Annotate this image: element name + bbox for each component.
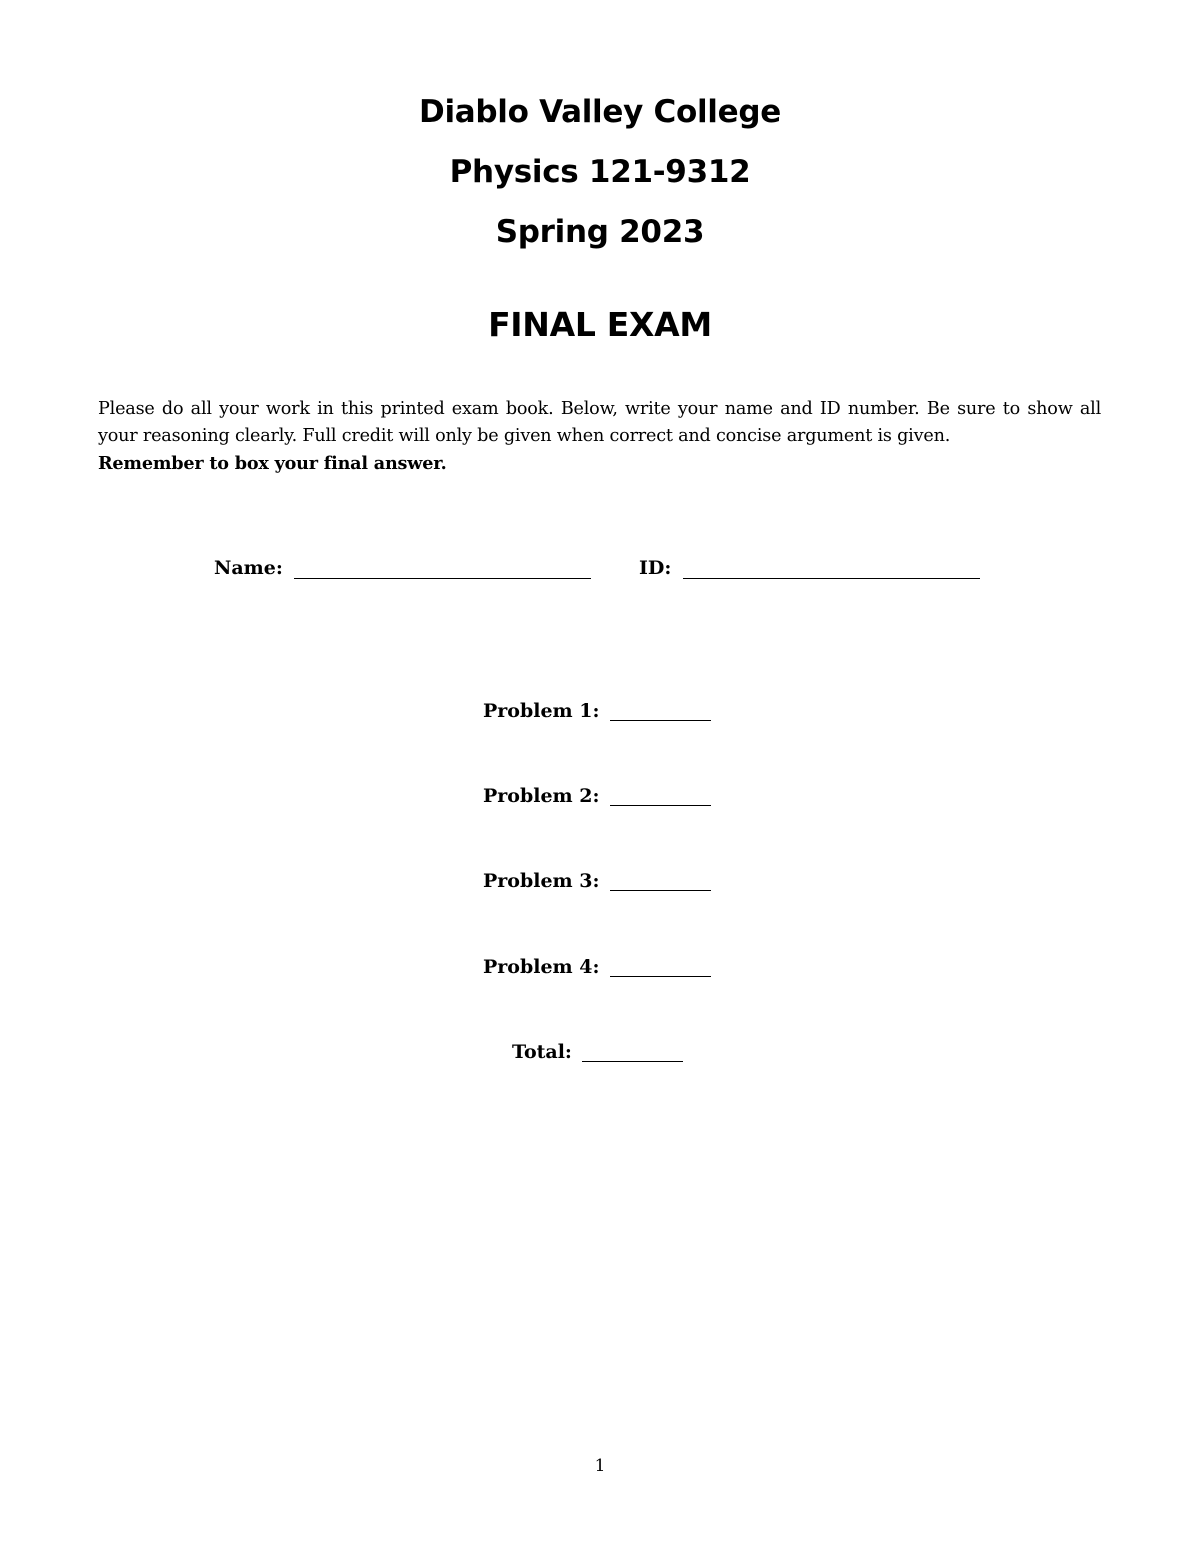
problem-1-label: Problem 1: [483,700,600,722]
problem-3-label: Problem 3: [483,870,600,892]
total-blank[interactable] [582,1061,683,1062]
id-label: ID: [639,557,672,579]
course-title: Physics 121-9312 [449,154,751,190]
instructions-text: Please do all your work in this printed exam book. Below, write your name and ID number. Be sure to show all your reasoning clearly. Full credit will only be given when correct and concise argument is given. [98,399,1101,446]
score-row-total [0,1038,1200,1068]
name-blank[interactable] [294,578,591,579]
page-number: 1 [594,1456,606,1476]
problem-3-blank[interactable] [610,890,711,891]
total-label: Total: [512,1041,572,1063]
exam-title: FINAL EXAM [488,305,712,344]
problem-1-blank[interactable] [610,720,711,721]
student-info-row [0,554,1200,586]
term: Spring 2023 [495,214,705,250]
name-label: Name: [214,557,283,579]
instructions [98,396,1101,477]
college-name: Diablo Valley College [419,94,781,130]
problem-4-blank[interactable] [610,976,711,977]
score-row-problem-1 [0,697,1200,727]
instructions-emphasis: Remember to box your final answer. [98,453,447,474]
problem-4-label: Problem 4: [483,956,600,978]
problem-2-label: Problem 2: [483,785,600,807]
problem-2-blank[interactable] [610,805,711,806]
id-blank[interactable] [683,578,980,579]
score-row-problem-4 [0,953,1200,983]
score-row-problem-2 [0,782,1200,812]
score-row-problem-3 [0,867,1200,897]
